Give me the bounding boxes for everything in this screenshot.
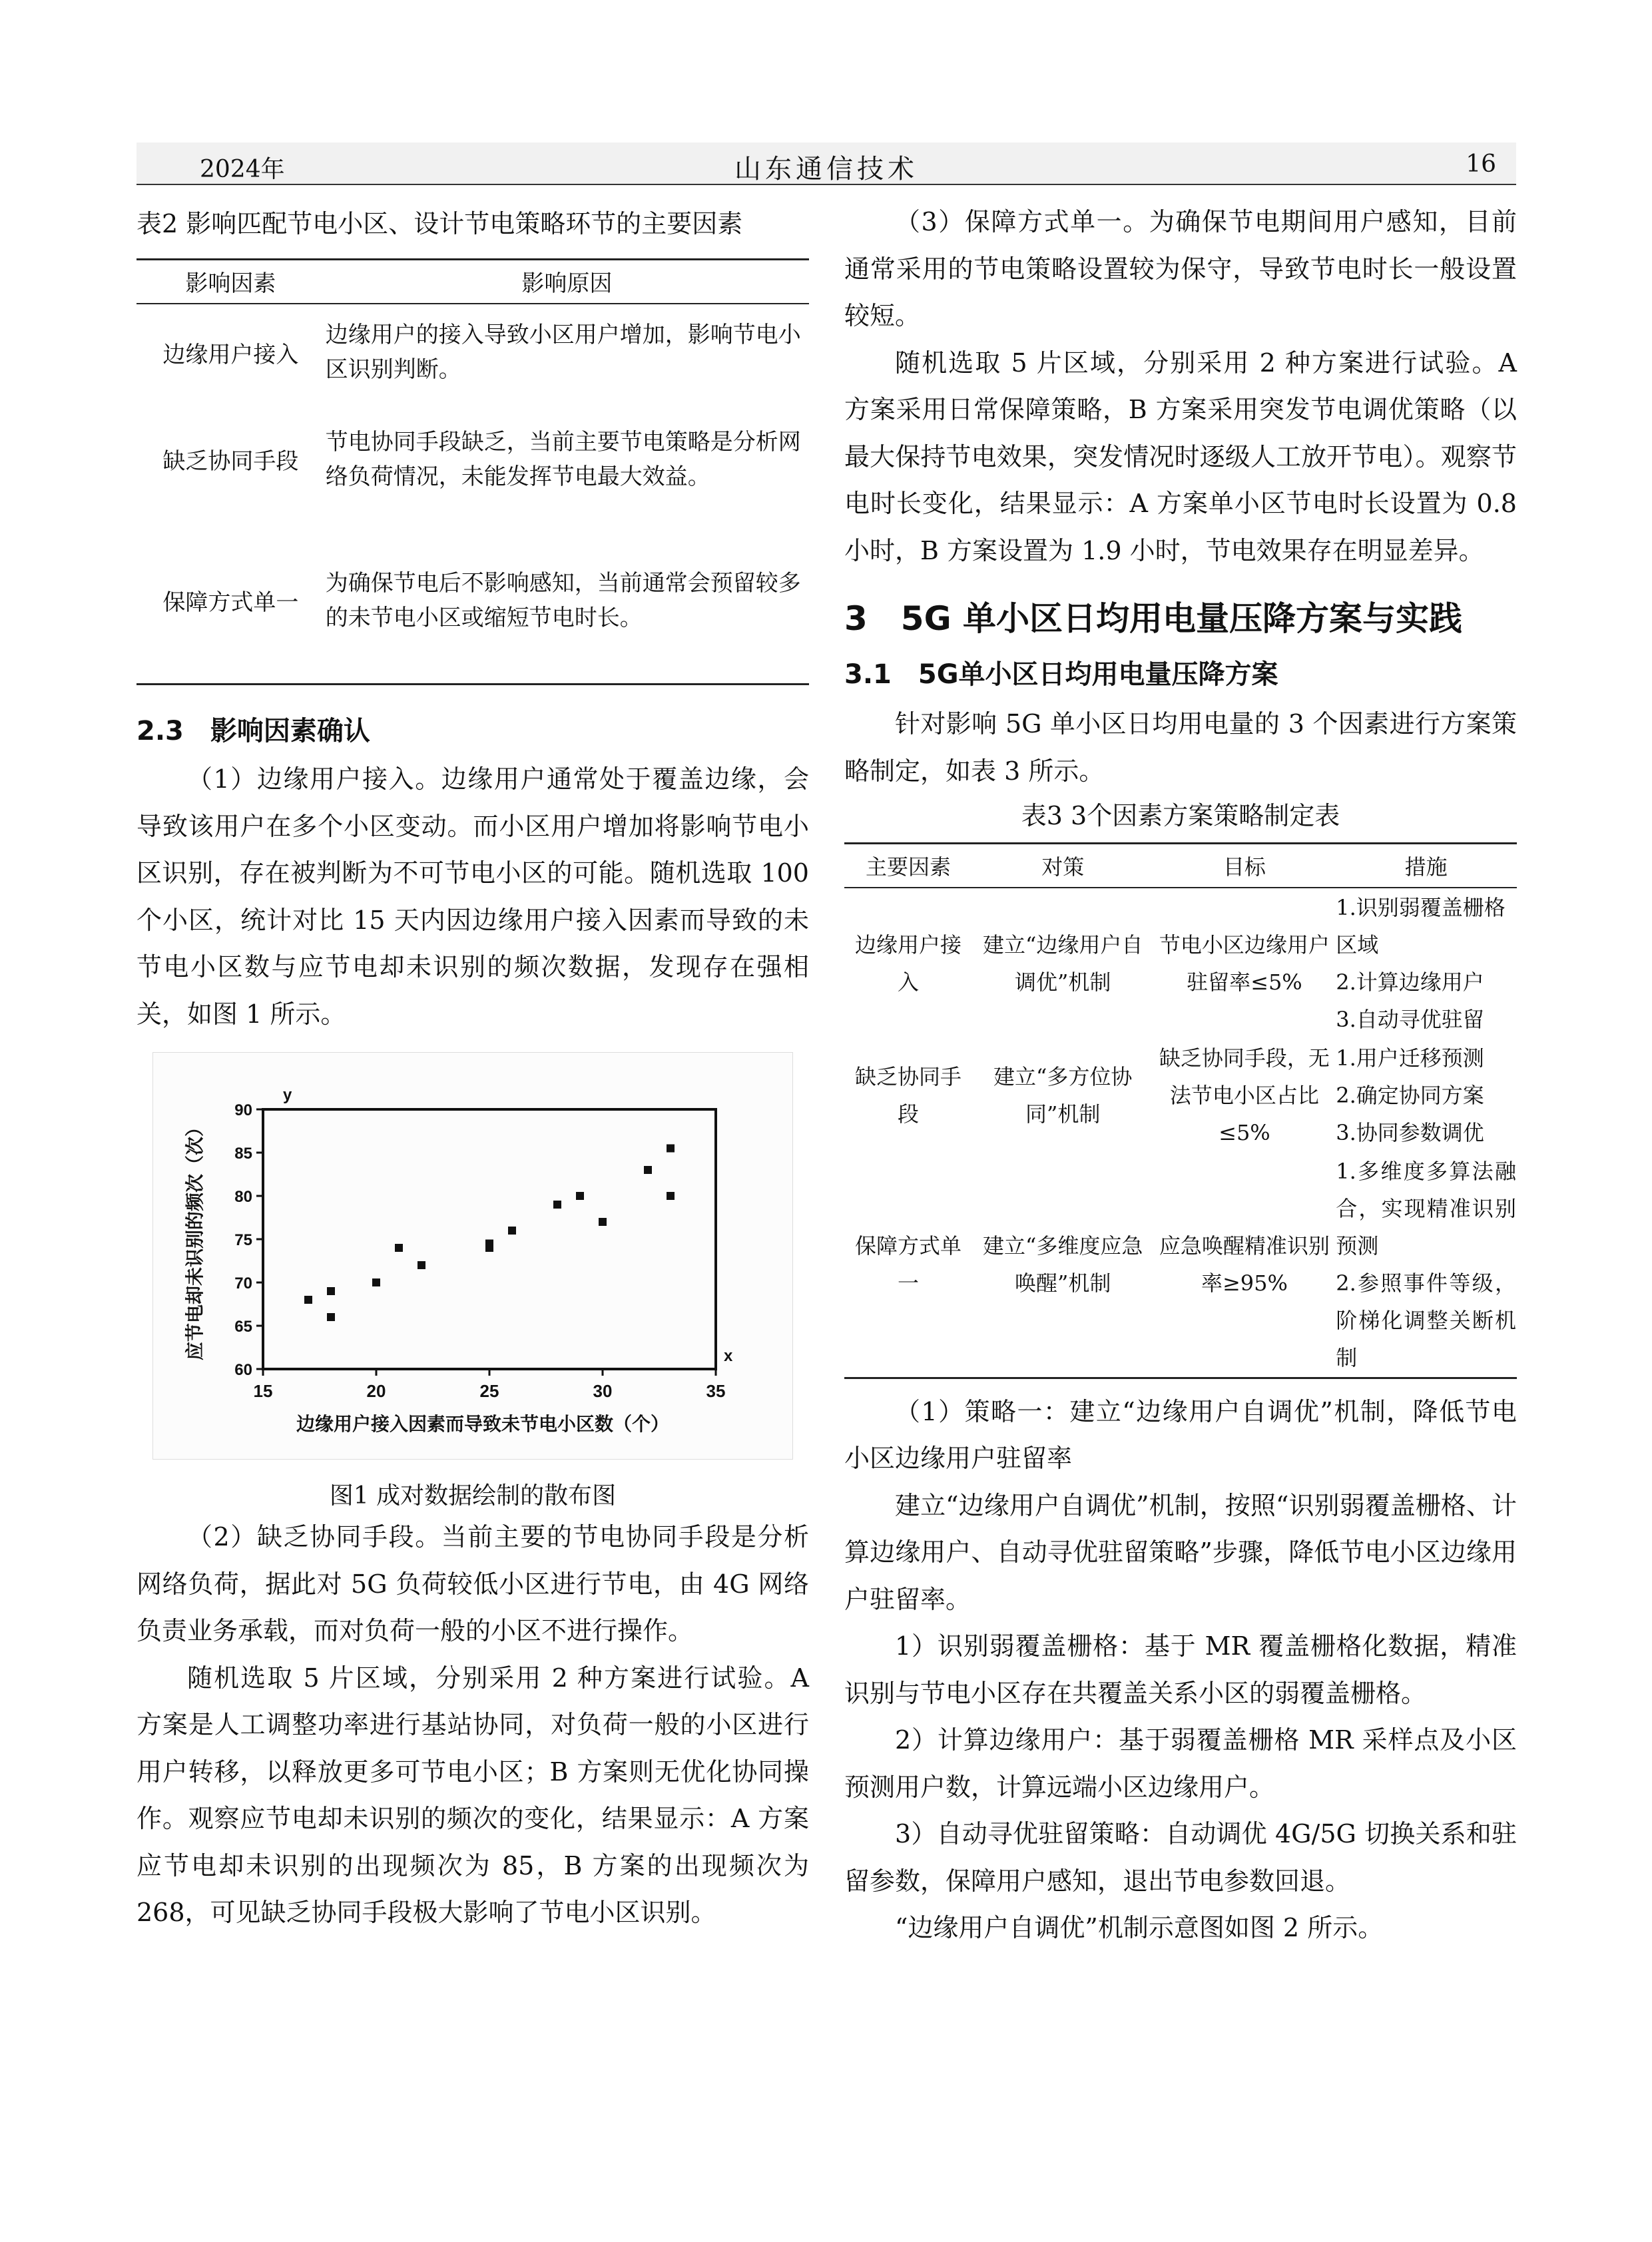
table3-step: 2.计算边缘用户: [1336, 969, 1484, 995]
scatter-point: [327, 1313, 335, 1321]
table3-steps: [1335, 888, 1517, 1039]
table3-step: 2.参照事件等级，阶梯化调整关断机制: [1336, 1270, 1516, 1370]
plot-frame: [263, 1109, 716, 1369]
y-tick-label: 90: [234, 1101, 252, 1119]
table3-header-factor: 主要因素: [844, 844, 972, 888]
table3-header-measure: 对策: [972, 844, 1154, 888]
table3-measure: 建立“边缘用户自调优”机制: [983, 932, 1143, 995]
table3: [844, 842, 1517, 1379]
y-axis-marker: y: [283, 1086, 292, 1104]
y-tick-label: 75: [234, 1231, 252, 1249]
y-tick-label: 65: [234, 1318, 252, 1336]
table2-reason: 为确保节电后不影响感知，当前通常会预留较多的未节电小区或缩短节电时长。: [325, 569, 801, 631]
table2-header-reason: 影响原因: [325, 260, 809, 304]
y-tick-label: 70: [234, 1274, 252, 1292]
section-2-3-heading: 2.3 影响因素确认: [137, 716, 370, 746]
scatter-point: [485, 1244, 493, 1252]
table3-caption: 表3 3个因素方案策略制定表: [1021, 801, 1340, 830]
table3-factor: 缺乏协同手段: [854, 1063, 962, 1127]
scatter-point: [553, 1201, 561, 1209]
table2-factor: 保障方式单一: [162, 589, 299, 617]
table3-goal: 应急唤醒精准识别率≥95%: [1159, 1233, 1330, 1296]
strategy-1-title: （1）策略一：建立“边缘用户自调优”机制，降低节电小区边缘用户驻留率: [844, 1396, 1517, 1473]
table2-header-row: [137, 260, 809, 304]
table3-step: 1.识别弱覆盖栅格区域: [1336, 894, 1506, 958]
paragraph: “边缘用户自调优”机制示意图如图 2 所示。: [895, 1913, 1384, 1942]
table3-step: 1.用户迁移预测: [1336, 1045, 1484, 1071]
table-row: [844, 1152, 1517, 1378]
scatter-point: [508, 1227, 516, 1235]
paragraph: 2）计算边缘用户：基于弱覆盖栅格 MR 采样点及小区预测用户数，计算远端小区边缘用户。: [844, 1725, 1517, 1802]
x-tick-label: 15: [253, 1381, 273, 1401]
table2-reason: 节电协同手段缺乏，当前主要节电策略是分析网络负荷情况，未能发挥节电最大效益。: [325, 428, 801, 490]
table3-measure: 建立“多维度应急唤醒”机制: [983, 1233, 1143, 1296]
scatter-point: [327, 1287, 335, 1295]
y-tick-label: 60: [234, 1361, 252, 1379]
x-tick-label: 35: [706, 1381, 726, 1401]
table-row: [137, 304, 809, 401]
table3-step: 3.自动寻优驻留: [1336, 1006, 1484, 1032]
left-column: [137, 200, 809, 1936]
table3-measure: 建立“多方位协同”机制: [993, 1063, 1133, 1127]
x-tick-label: 20: [366, 1381, 386, 1401]
paragraph: 1）识别弱覆盖栅格：基于 MR 覆盖栅格化数据，精准识别与节电小区存在共覆盖关系小区的弱覆盖栅格。: [844, 1631, 1517, 1708]
paragraph: 随机选取 5 片区域，分别采用 2 种方案进行试验。A 方案是人工调整功率进行基站协同，对负荷一般的小区进行用户转移，以释放更多可节电小区；B 方案则无优化协同操作。观察应节电却未识别的频次的变化，结果显示：A 方案应节电却未识别的出现频次为 85，B 方案的出现频次为 268，可见缺乏协同手段极大影响了节电小区识别。: [137, 1663, 809, 1927]
scatter-point: [667, 1145, 675, 1153]
paragraph: （2）缺乏协同手段。当前主要的节电协同手段是分析网络负荷，据此对 5G 负荷较低小区进行节电，由 4G 网络负责业务承载，而对负荷一般的小区不进行操作。: [137, 1522, 809, 1645]
section-3-1-heading: 3.1 5G单小区日均用电量压降方案: [844, 659, 1278, 690]
header-year: 2024年: [200, 156, 285, 183]
scatter-point: [599, 1218, 607, 1226]
right-column: [844, 200, 1517, 1952]
table2-reason: 边缘用户的接入导致小区用户增加，影响节电小区识别判断。: [325, 322, 801, 383]
y-tick-label: 80: [234, 1188, 252, 1206]
paragraph: 建立“边缘用户自调优”机制，按照“识别弱覆盖栅格、计算边缘用户、自动寻优驻留策略”步骤，降低节电小区边缘用户驻留率。: [844, 1490, 1517, 1614]
scatter-point: [304, 1296, 312, 1304]
paragraph: 随机选取 5 片区域，分别采用 2 种方案进行试验。A 方案采用日常保障策略，B 方案采用突发节电调优策略（以最大保持节电效果，突发情况时逐级人工放开节电）。观察节电时长变化，结果显示：A 方案单小区节电时长设置为 0.8 小时，B 方案设置为 1.9 小时，节电效果存在明显差异。: [844, 348, 1517, 565]
scatter-point: [576, 1192, 584, 1200]
section-3-heading: 3 5G 单小区日均用电量压降方案与实践: [844, 599, 1463, 638]
scatter-chart: [153, 1053, 792, 1459]
table3-goal: 缺乏协同手段，无法节电小区占比≤5%: [1159, 1045, 1330, 1145]
paragraph: （3）保障方式单一。为确保节电期间用户感知，目前通常采用的节电策略设置较为保守，导致节电时长一般设置较短。: [844, 207, 1517, 330]
table2-factor: 边缘用户接入: [162, 341, 299, 368]
table3-header-steps: 措施: [1335, 844, 1517, 888]
y-tick-label: 85: [234, 1145, 252, 1163]
table2-header-factor: 影响因素: [137, 260, 325, 304]
paragraph: 3）自动寻优驻留策略：自动调优 4G/5G 切换关系和驻留参数，保障用户感知，退出节电参数回退。: [844, 1819, 1517, 1896]
scatter-point: [667, 1192, 675, 1200]
y-axis-label: 应节电却未识别的频次（次）: [184, 1117, 206, 1361]
x-axis-marker: x: [724, 1347, 733, 1365]
running-header: [137, 142, 1516, 185]
table-row: [844, 1039, 1517, 1152]
table3-factor: 保障方式单一: [854, 1233, 962, 1296]
figure1-caption: 图1 成对数据绘制的散布图: [329, 1482, 617, 1510]
table2-caption: 表2 影响匹配节电小区、设计节电策略环节的主要因素: [137, 209, 743, 238]
x-tick-label: 30: [593, 1381, 613, 1401]
paragraph: 针对影响 5G 单小区日均用电量的 3 个因素进行方案策略制定，如表 3 所示。: [844, 709, 1517, 786]
scatter-point: [395, 1244, 403, 1252]
header-page-number: 16: [1466, 150, 1496, 178]
table-row: [137, 518, 809, 685]
table2: [137, 258, 809, 685]
table3-steps: [1335, 1039, 1517, 1152]
table3-factor: 边缘用户接入: [854, 932, 962, 995]
scatter-point: [644, 1166, 652, 1174]
x-axis-label: 边缘用户接入因素而导致未节电小区数（个）: [296, 1413, 670, 1435]
table3-steps: [1335, 1152, 1517, 1378]
table3-step: 3.协同参数调优: [1336, 1119, 1484, 1145]
scatter-point: [372, 1278, 380, 1286]
table3-step: 2.确定协同方案: [1336, 1082, 1484, 1108]
scatter-point: [417, 1261, 425, 1269]
x-tick-label: 25: [479, 1381, 499, 1401]
header-journal: 山东通信技术: [734, 154, 918, 184]
figure1: [152, 1052, 793, 1460]
paragraph: （1）边缘用户接入。边缘用户通常处于覆盖边缘，会导致该用户在多个小区变动。而小区用户增加将影响节电小区识别，存在被判断为不可节电小区的可能。随机选取 100 个小区，统计对比 15 天内因边缘用户接入因素而导致的未节电小区数与应节电却未识别的频次数据，发现存在强相关，如图 1 所示。: [137, 764, 809, 1029]
table-row: [844, 888, 1517, 1039]
table3-goal: 节电小区边缘用户驻留率≤5%: [1159, 932, 1330, 995]
table-row: [137, 401, 809, 518]
table3-header-row: [844, 844, 1517, 888]
table3-header-goal: 目标: [1154, 844, 1336, 888]
table3-step: 1.多维度多算法融合，实现精准识别预测: [1336, 1158, 1516, 1259]
table2-factor: 缺乏协同手段: [162, 448, 299, 475]
